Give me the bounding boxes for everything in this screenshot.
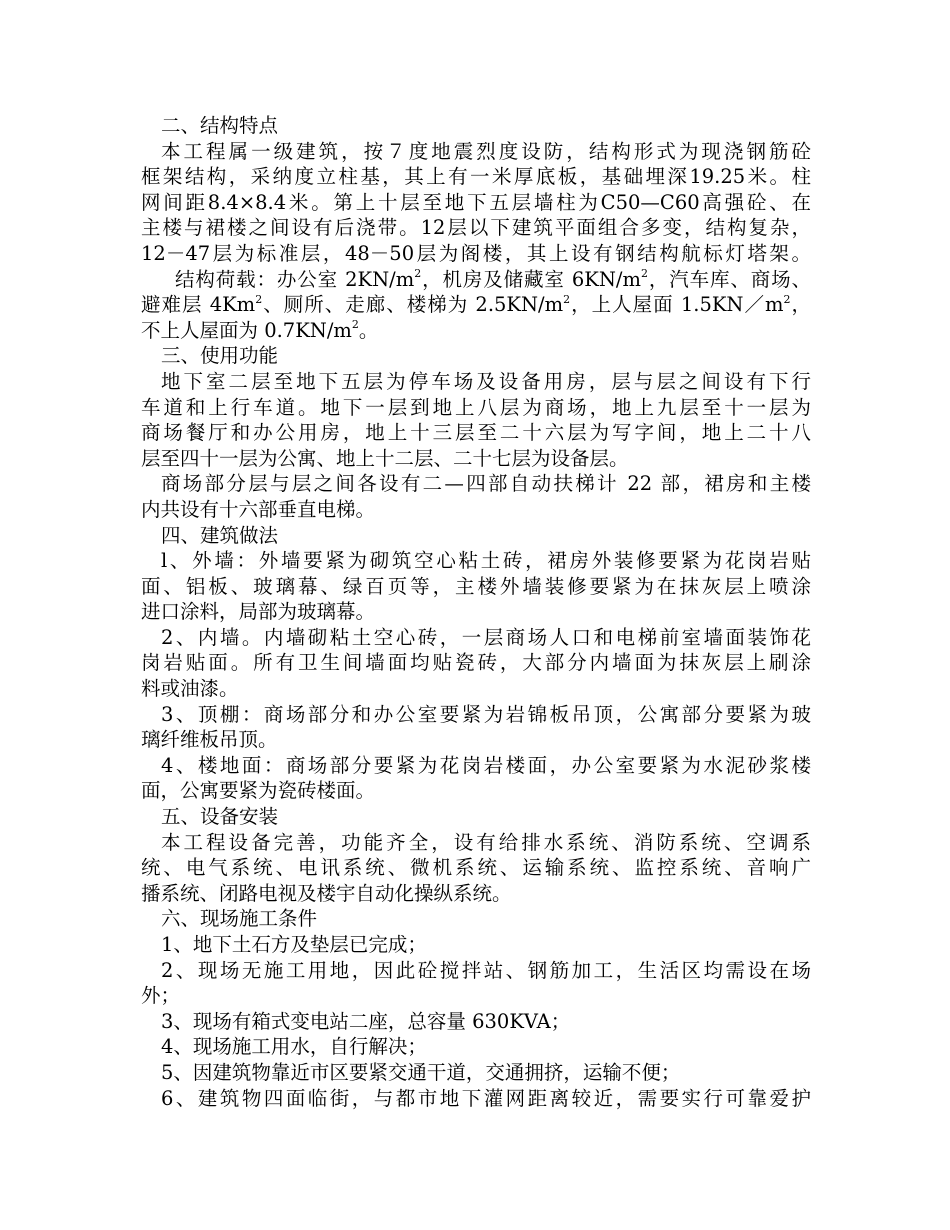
paragraph-line: 主楼与裙楼之间设有后浇带。12层以下建筑平面组合多变，结构复杂， [141,216,811,240]
paragraph-line: 商场餐厅和办公用房，地上十三层至二十六层为写字间，地上二十八 [141,421,811,445]
paragraph-line: 内共设有十六部垂直电梯。 [141,497,376,521]
paragraph-line: 2、现场无施工用地，因此砼搅拌站、钢筋加工，生活区均需设在场 [161,958,811,982]
paragraph-line: 1、地下土石方及垫层已完成； [161,933,427,956]
paragraph-line: 12－47层为标准层，48－50层为阁楼，其上设有钢结构航标灯塔架。 [141,241,811,265]
section-heading: 五、设备安装 [161,805,279,829]
paragraph-line: 进口涂料，局部为玻璃幕。 [141,600,376,624]
paragraph-line: 框架结构，采纳度立柱基，其上有一米厚底板，基础埋深19.25米。柱 [141,165,811,189]
paragraph-line: 璃纤维板吊顶。 [141,728,278,752]
paragraph-line: 商场部分层与层之间各设有二—四部自动扶梯计 22 部，裙房和主楼 [161,472,811,496]
section-heading: 二、结构特点 [161,114,279,137]
paragraph-line: 4、现场施工用水，自行解决； [161,1035,427,1059]
paragraph-line: 3、现场有箱式变电站二座，总容量 630KVA； [161,1009,571,1033]
paragraph-line: l、外墙：外墙要紧为砌筑空心粘土砖，裙房外装修要紧为花岗岩贴 [161,549,811,573]
section-heading: 四、建筑做法 [161,523,279,547]
section-heading: 六、现场施工条件 [161,907,318,931]
paragraph-line: 播系统、闭路电视及楼宇自动化操纵系统。 [141,881,512,905]
paragraph-line: 层至四十一层为公寓、地上十二层、二十七层为设备层。 [141,446,629,470]
paragraph-line: 2、内墙。内墙砌粘土空心砖，一层商场人口和电梯前室墙面装饰花 [161,625,811,649]
paragraph-line: 3、顶棚：商场部分和办公室要紧为岩锦板吊顶，公寓部分要紧为玻 [161,702,811,726]
load-line: 结构荷载：办公室 $2KN/m^2$，机房及储藏室 $6KN/m^2$，汽车库、商场、 [175,267,812,291]
paragraph-line: 6、建筑物四面临街，与都市地下灌网距离较近，需要实行可靠爱护 [161,1086,811,1110]
paragraph-line: 车道和上行车道。地下一层到地上八层为商场，地上九层至十一层为 [141,395,811,419]
paragraph-line: 面，公寓要紧为瓷砖楼面。 [141,779,376,803]
paragraph-line: 岗岩贴面。所有卫生间墙面均贴瓷砖，大部分内墙面为抹灰层上刷涂 [141,651,811,675]
document-body [141,113,811,1111]
load-line: 避难层 4Km$^2$、厕所、走廊、楼梯为 $2.5KN/m^2$，上人屋面 $1.5KN/m^2$， [141,292,811,317]
paragraph-line: 面、铝板、玻璃幕、绿百页等，主楼外墙装修要紧为在抹灰层上喷涂 [141,574,811,598]
paragraph-line: 4、楼地面：商场部分要紧为花岗岩楼面，办公室要紧为水泥砂浆楼 [161,753,811,777]
load-line: 不上人屋面为 $0.7KN/m^2$。 [141,318,379,342]
paragraph-line: 5、因建筑物靠近市区要紧交通干道，交通拥挤，运输不便； [161,1060,681,1084]
paragraph-line: 地下室二层至地下五层为停车场及设备用房，层与层之间设有下行 [161,369,811,393]
paragraph-line: 统、电气系统、电讯系统、微机系统、运输系统、监控系统、音响广 [141,856,811,880]
section-heading: 三、使用功能 [161,344,279,368]
paragraph-line: 外； [141,984,181,1008]
paragraph-line: 料或油漆。 [141,677,239,701]
paragraph-line: 本工程设备完善，功能齐全，设有给排水系统、消防系统、空调系 [161,830,811,854]
paragraph-line: 本工程属一级建筑，按７度地震烈度设防，结构形式为现浇钢筋砼 [161,139,811,163]
paragraph-line: 网间距8.4×8.4米。第上十层至地下五层墙柱为C50—C60高强砼、在 [141,190,811,214]
